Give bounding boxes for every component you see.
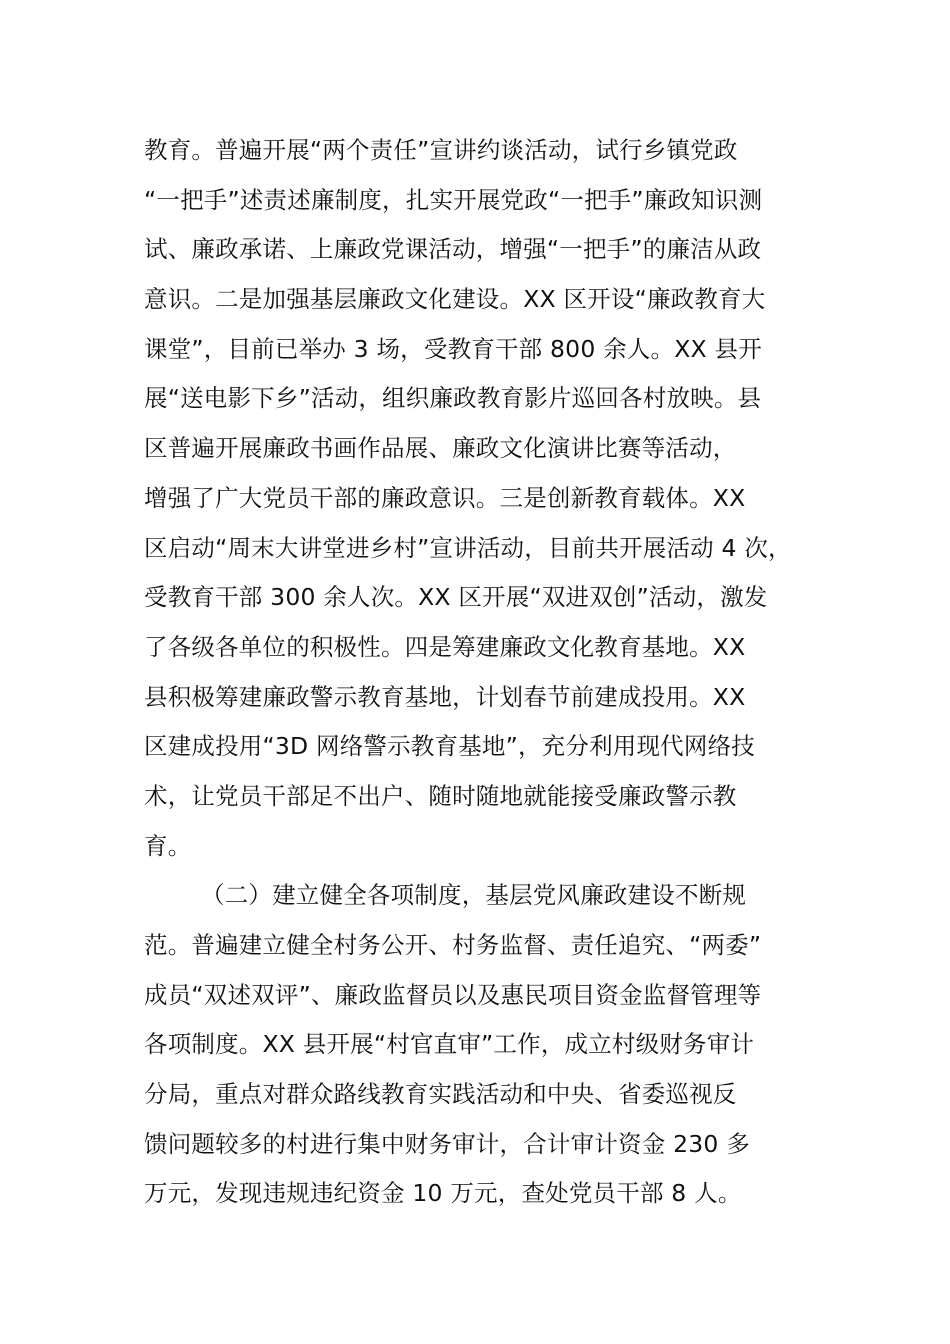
text-line: 了各级各单位的积极性。四是筹建廉政文化教育基地。XX [144,632,746,661]
text-line: 育。 [144,831,192,860]
text-line: 展“送电影下乡”活动，组织廉政教育影片巡回各村放映。县 [144,384,762,413]
text-line: 教育。普遍开展“两个责任”宣讲约谈活动，试行乡镇党政 [144,136,738,164]
text-line: 课堂”，目前已举办 3 场，受教育干部 800 余人。XX 县开 [144,334,762,363]
text-line: “一把手”述责述廉制度，扎实开展党政“一把手”廉政知识测 [144,185,763,214]
text-line: 试、廉政承诺、上廉政党课活动，增强“一把手”的廉洁从政 [144,235,762,264]
text-line: 受教育干部 300 余人次。XX 区开展“双进双创”活动，激发 [144,583,768,612]
text-line: 意识。二是加强基层廉政文化建设。XX 区开设“廉政教育大 [144,285,766,314]
text-line: 分局，重点对群众路线教育实践活动和中央、省委巡视反 [144,1080,737,1109]
text-line: 万元，发现违规违纪资金 10 万元，查处党员干部 8 人。 [144,1179,742,1208]
text-line: 增强了广大党员干部的廉政意识。三是创新教育载体。XX [144,483,746,512]
text-line: 成员“双述双评”、廉政监督员以及惠民项目资金监督管理等 [144,980,762,1009]
text-line: 术，让党员干部足不出户、随时随地就能接受廉政警示教 [144,781,737,810]
body-text [144,126,844,1219]
text-line: 县积极筹建廉政警示教育基地，计划春节前建成投用。XX [144,682,746,711]
text-line: 各项制度。XX 县开展“村官直审”工作，成立村级财务审计 [144,1030,755,1059]
text-line: 区普遍开展廉政书画作品展、廉政文化演讲比赛等活动， [144,434,737,463]
section-heading-line: （二）建立健全各项制度，基层党风廉政建设不断规 [201,881,747,910]
text-line: 区建成投用“3D 网络警示教育基地”，充分利用现代网络技 [144,732,755,761]
text-line: 范。普遍建立健全村务公开、村务监督、责任追究、“两委” [144,931,762,959]
text-line: 馈问题较多的村进行集中财务审计，合计审计资金 230 多 [144,1129,750,1158]
text-line: 区启动“周末大讲堂进乡村”宣讲活动，目前共开展活动 4 次， [144,533,792,562]
